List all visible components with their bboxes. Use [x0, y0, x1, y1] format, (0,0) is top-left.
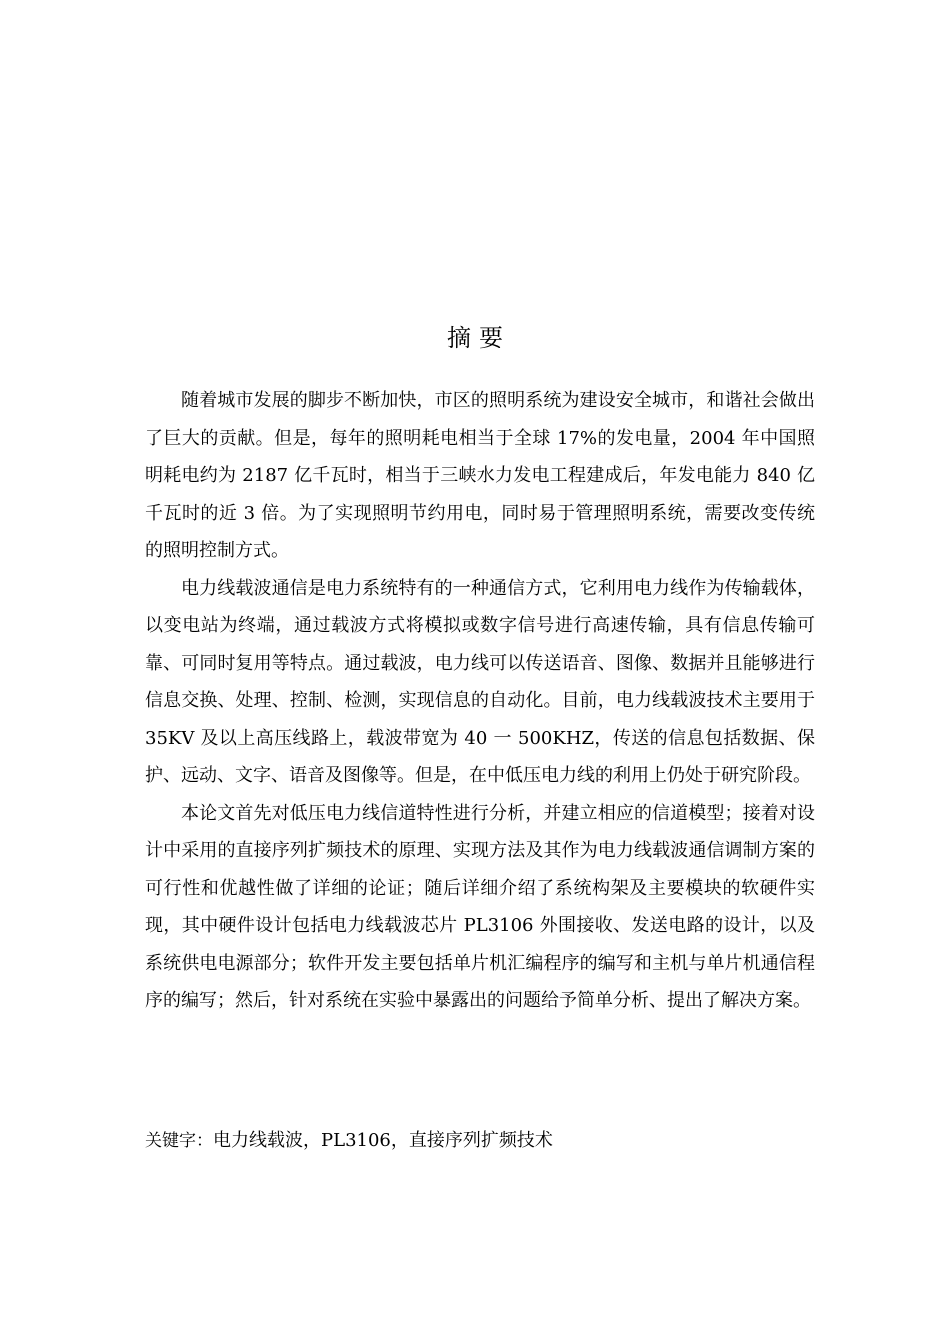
- abstract-paragraph-1: 随着城市发展的脚步不断加快，市区的照明系统为建设安全城市，和谐社会做出了巨大的贡献。但是，每年的照明耗电相当于全球 17%的发电量，2004 年中国照明耗电约为 2187 亿千瓦时，相当于三峡水力发电工程建成后，年发电能力 840 亿千瓦时的近 3 倍。为了实现照明节约用电，同时易于管理照明系统，需要改变传统的照明控制方式。: [145, 390, 815, 561]
- keywords-value: 电力线载波，PL3106，直接序列扩频技术: [213, 1130, 553, 1151]
- keywords-line: [145, 1122, 815, 1161]
- abstract-body: [145, 382, 815, 1020]
- keywords-label: 关键字：: [145, 1131, 213, 1151]
- abstract-paragraph-2: 电力线载波通信是电力系统特有的一种通信方式，它利用电力线作为传输载体，以变电站为终端，通过载波方式将模拟或数字信号进行高速传输，具有信息传输可靠、可同时复用等特点。通过载波，电力线可以传送语音、图像、数据并且能够进行信息交换、处理、控制、检测，实现信息的自动化。目前，电力线载波技术主要用于 35KV 及以上高压线路上，载波带宽为 40 一 500KHZ，传送的信息包括数据、保护、远动、文字、语音及图像等。但是，在中低压电力线的利用上仍处于研究阶段。: [145, 577, 815, 786]
- abstract-title: 摘要: [447, 324, 511, 352]
- abstract-paragraph-3: 本论文首先对低压电力线信道特性进行分析，并建立相应的信道模型；接着对设计中采用的直接序列扩频技术的原理、实现方法及其作为电力线载波通信调制方案的可行性和优越性做了详细的论证；随后详细介绍了系统构架及主要模块的软硬件实现，其中硬件设计包括电力线载波芯片 PL3106 外围接收、发送电路的设计，以及系统供电电源部分；软件开发主要包括单片机汇编程序的编写和主机与单片机通信程序的编写；然后，针对系统在实验中暴露出的问题给予简单分析、提出了解决方案。: [145, 802, 815, 1011]
